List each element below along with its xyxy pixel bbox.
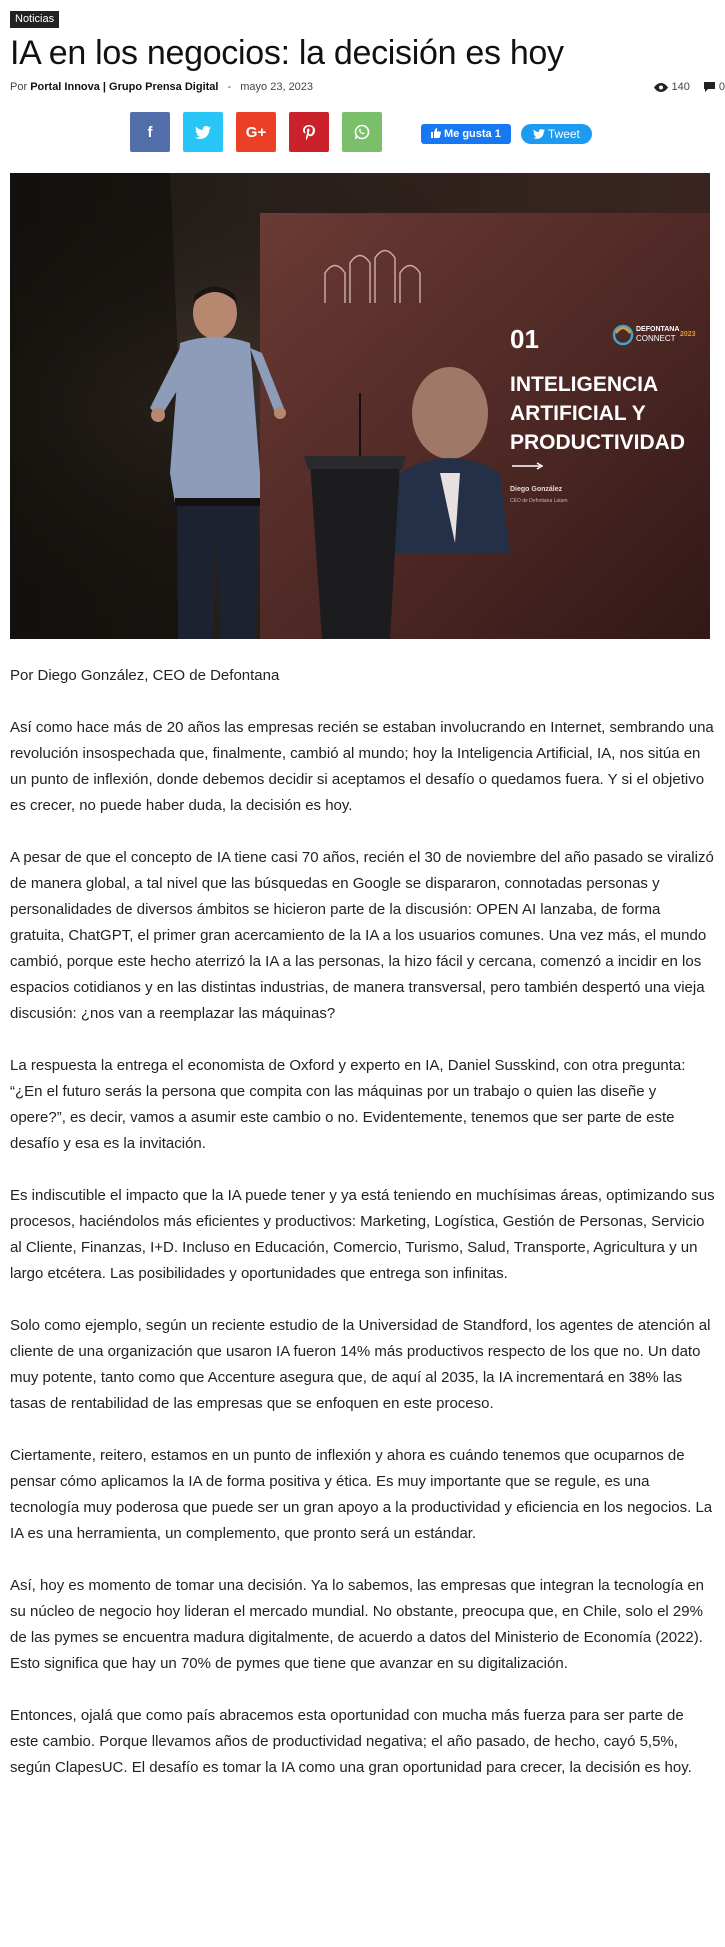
article-paragraph: Ciertamente, reitero, estamos en un punto de inflexión y ahora es cuándo tenemos que ocuparnos de pensar cómo aplicamos la IA de forma positiva y ética. Es muy importante que se regule, es una tecnología muy poderosa que puede ser un gran apoyo a la productividad y eficiencia en los negocios. La IA es una herramienta, un complemento, que pronto será un estándar. bbox=[10, 1447, 713, 1542]
slide-speaker: Diego González bbox=[510, 486, 563, 493]
comments-number: 0 bbox=[718, 81, 725, 93]
article-paragraph: La respuesta la entrega el economista de Oxford y experto en IA, Daniel Susskind, con otra pregunta: “¿En el futuro serás la persona que compita con las máquinas por un trabajo o quien las diseñe y opere?”, es decir, vamos a asumir este cambio o no. Evidentemente, tenemos que ser parte de este desafío y esa es la invitación. bbox=[10, 1057, 686, 1152]
social-widgets bbox=[421, 124, 592, 144]
facebook-icon: f bbox=[147, 123, 153, 141]
pinterest-share-button[interactable] bbox=[289, 112, 329, 152]
facebook-like-button[interactable] bbox=[421, 124, 511, 144]
featured-photo bbox=[10, 173, 710, 639]
like-label: Me gusta 1 bbox=[444, 128, 501, 140]
article-meta bbox=[10, 81, 313, 93]
tweet-bird-icon bbox=[533, 129, 545, 139]
thumbs-up-icon bbox=[431, 128, 441, 138]
slide-brand: DEFONTANA bbox=[636, 326, 680, 333]
slide-line3: PRODUCTIVIDAD bbox=[510, 431, 686, 454]
tweet-button[interactable] bbox=[521, 124, 592, 144]
slide-line1: INTELIGENCIA bbox=[510, 373, 659, 396]
article-paragraph: Entonces, ojalá que como país abracemos esta oportunidad con mucha más fuerza para ser parte de este cambio. Porque llevamos años de productividad negativa; el año pasado, de hecho, cayó 5,5%, según ClapesUC. El desafío es tomar la IA como una gran oportunidad para crecer, la decisión es hoy. bbox=[10, 1707, 692, 1776]
whatsapp-icon bbox=[354, 124, 370, 140]
whatsapp-share-button[interactable] bbox=[342, 112, 382, 152]
comment-icon bbox=[704, 82, 715, 92]
slide-brand-sub: CONNECT bbox=[636, 334, 676, 343]
tweet-label: Tweet bbox=[547, 127, 580, 141]
article-paragraph: Solo como ejemplo, según un reciente estudio de la Universidad de Standford, los agentes de atención al cliente de una organización que usaron IA fueron 14% más productivos respecto de los que no. Un dato muy potente, tanto como que Accenture asegura que, de aquí al 2035, la IA incrementará en 38% las tasas de rentabilidad de las empresas que se enfoquen en este proceso. bbox=[10, 1317, 711, 1412]
article-byline: Por Diego González, CEO de Defontana bbox=[10, 667, 280, 684]
article-stats bbox=[654, 81, 725, 93]
facebook-share-button[interactable] bbox=[130, 112, 170, 152]
share-buttons bbox=[130, 112, 382, 152]
publish-date: mayo 23, 2023 bbox=[240, 81, 314, 93]
googleplus-share-button[interactable] bbox=[236, 112, 276, 152]
article-paragraph: A pesar de que el concepto de IA tiene casi 70 años, recién el 30 de noviembre del año pasado se viralizó de manera global, a tal nivel que las búsquedas en Google se dispararon, connotadas personas y personalidades de diversos ámbitos se hicieron parte de la discusión: OPEN AI lanzaba, de forma gratuita, ChatGPT, el primer gran acercamiento de la IA a los usuarios comunes. Una vez más, el mundo cambió, porque este hecho aterrizó la IA a las personas, la hizo fácil y cercana, comenzó a incidir en los espacios cotidianos y en las distintas industrias, de manera transversal, pero también despertó una vieja discusión: ¿nos van a reemplazar las máquinas? bbox=[10, 849, 714, 1022]
article-paragraph: Es indiscutible el impacto que la IA puede tener y ya está teniendo en muchísimas áreas, optimizando sus procesos, haciéndolos más eficientes y productivos: Marketing, Logística, Gestión de Personas, Servicio al Cliente, Finanzas, I+D. Incluso en Educación, Comercio, Turismo, Salud, Transporte, Agricultura y un largo etcétera. Las posibilidades y oportunidades que entrega son infinitas. bbox=[10, 1187, 715, 1282]
views-number: 140 bbox=[671, 81, 690, 93]
slide-line2: ARTIFICIAL Y bbox=[510, 402, 646, 425]
category-tag[interactable]: Noticias bbox=[10, 11, 59, 28]
by-label: Por bbox=[10, 81, 28, 93]
views-count bbox=[654, 81, 690, 93]
article-paragraph: Así, hoy es momento de tomar una decisión. Ya lo sabemos, las empresas que integran la tecnología en su núcleo de negocio hoy lideran el mercado mundial. No obstante, preocupa que, en Chile, solo el 29% de las pymes se encuentra madura digitalmente, de acuerdo a datos del Ministerio de Economía (2022). Esto significa que hay un 70% de pymes que tiene que avanzar en su digitalización. bbox=[10, 1577, 705, 1672]
author-link[interactable]: Portal Innova | Grupo Prensa Digital bbox=[30, 81, 219, 93]
comments-count[interactable] bbox=[704, 81, 725, 93]
meta-separator: - bbox=[227, 81, 232, 93]
featured-image bbox=[10, 173, 710, 639]
eye-icon bbox=[654, 83, 668, 92]
slide-speaker-role: CEO de Defontana Latam bbox=[510, 498, 568, 504]
article-paragraph: Así como hace más de 20 años las empresas recién se estaban involucrando en Internet, sembrando una revolución insospechada que, finalmente, cambió al mundo; hoy la Inteligencia Artificial, IA, nos sitúa en un punto de inflexión, donde debemos decidir si aceptamos el desafío o quedamos fuera. Y si el objetivo es crecer, no puede haber duda, la decisión es hoy. bbox=[10, 719, 714, 814]
page-title: IA en los negocios: la decisión es hoy bbox=[10, 34, 564, 72]
googleplus-icon: G+ bbox=[245, 123, 267, 141]
article-body bbox=[10, 663, 715, 1807]
twitter-share-button[interactable] bbox=[183, 112, 223, 152]
slide-brand-year: 2023 bbox=[680, 331, 696, 338]
twitter-icon bbox=[195, 126, 211, 139]
slide-number: 01 bbox=[510, 324, 539, 354]
pinterest-icon bbox=[303, 125, 315, 140]
